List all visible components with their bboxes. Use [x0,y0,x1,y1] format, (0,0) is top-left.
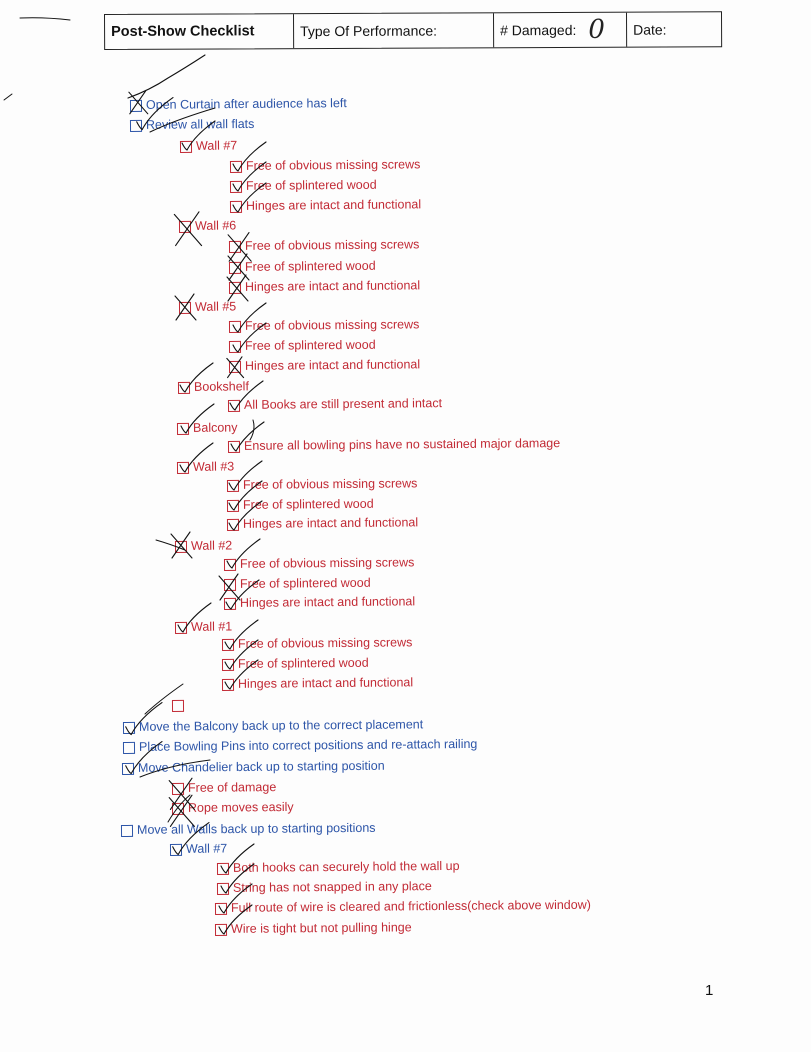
damaged-count-value: 0 [588,14,605,45]
checklist-item-label: Both hooks can securely hold the wall up [232,858,460,875]
checklist-item [228,436,560,454]
checkbox[interactable] [230,200,242,212]
checklist-item-label: Review all wall flats [145,116,255,132]
checkbox[interactable] [177,461,189,473]
checklist-item-label: Hinges are intact and functional [244,278,421,294]
pen-stroke [4,94,12,100]
checkbox[interactable] [230,160,242,172]
checklist-item [130,96,347,113]
checklist-item [123,737,477,755]
checklist-item [227,497,374,513]
checklist-item [121,821,376,838]
checkbox[interactable] [122,762,134,774]
checklist-item-label: Wall #3 [192,459,235,474]
checklist-item-label: Wire is tight but not pulling hinge [230,920,412,936]
checkbox[interactable] [228,399,240,411]
checklist-item [224,594,415,611]
checkbox[interactable] [222,658,234,670]
checklist-item-label: Free of obvious missing screws [237,635,413,651]
checkbox[interactable] [172,802,184,814]
checklist-item [215,920,412,937]
checkbox[interactable] [178,381,190,393]
pen-stroke [20,18,70,20]
checklist-item-label: Hinges are intact and functional [244,357,421,373]
checklist-item-label: Free of splintered wood [239,575,371,591]
checkbox[interactable] [230,180,242,192]
checklist-item-label: Full route of wire is cleared and frictionless(check above window) [230,897,591,915]
checklist-item [222,656,369,672]
checkbox[interactable] [215,923,227,935]
checkbox[interactable] [229,320,241,332]
checklist-item-label: Free of obvious missing screws [239,555,415,571]
checkbox[interactable] [222,638,234,650]
checklist-item [179,219,236,234]
checklist-item [172,700,188,712]
checklist-item-label: Move the Balcony back up to the correct placement [138,717,424,734]
checklist-item-label: Free of splintered wood [245,177,377,193]
checkbox[interactable] [130,99,142,111]
checkbox[interactable] [229,360,241,372]
checklist-item [122,759,385,776]
checklist-item-label: Wall #6 [194,218,237,233]
checklist-item [224,576,371,592]
checklist-item [222,675,413,692]
checklist-item [172,800,294,816]
checklist-item-label: Hinges are intact and functional [237,675,414,691]
checklist-item-label: Wall #1 [190,619,233,634]
checklist-item [179,300,236,315]
checklist-item-label: Move all Walls back up to starting positions [136,820,376,837]
date-field[interactable]: Date: [633,21,667,38]
checkbox[interactable] [123,721,135,733]
checkbox[interactable] [123,741,135,753]
checkbox[interactable] [217,882,229,894]
checkbox[interactable] [130,119,142,131]
checkbox[interactable] [215,902,227,914]
checklist-item [175,620,232,635]
checklist-item-label: Hinges are intact and functional [245,197,422,213]
checkbox[interactable] [222,678,234,690]
checkbox[interactable] [229,240,241,252]
checklist-item [180,139,237,154]
checklist-item [123,717,423,735]
checklist-item [215,898,591,916]
checkbox[interactable] [227,499,239,511]
checklist-item-label: Wall #7 [195,138,238,153]
checklist-item [230,157,420,174]
checklist-item-label: Hinges are intact and functional [239,594,416,610]
checkbox[interactable] [179,220,191,232]
pen-stroke [250,420,254,440]
checkbox[interactable] [180,140,192,152]
checkbox[interactable] [179,301,191,313]
checklist-item-label: Place Bowling Pins into correct positions and re-attach railing [138,736,478,754]
checklist-item [227,476,417,493]
checklist-item [229,317,419,334]
checklist-item-label: Open Curtain after audience has left [145,96,347,112]
checklist-item-label: Wall #7 [185,841,228,856]
checklist-item-label: Free of splintered wood [237,655,369,671]
checkbox[interactable] [175,540,187,552]
checkbox[interactable] [229,281,241,293]
checklist-item [228,396,442,413]
checkbox[interactable] [170,843,182,855]
checklist-item [229,237,419,254]
checklist-item-label: Free of obvious missing screws [244,317,420,333]
checklist-item-label: Free of splintered wood [242,496,374,512]
checkbox[interactable] [227,518,239,530]
checkbox[interactable] [228,440,240,452]
checkbox[interactable] [224,558,236,570]
checklist-item [170,842,227,857]
checklist-item [224,555,414,572]
checkbox[interactable] [177,422,189,434]
checkbox[interactable] [227,479,239,491]
checklist-item-label: Hinges are intact and functional [242,515,419,531]
checklist-item-label: Balcony [192,420,238,435]
checklist-item-label: Free of damage [187,780,277,795]
checkbox[interactable] [224,597,236,609]
checklist-item [217,859,460,876]
checklist-item [229,259,376,275]
checklist-item-label: All Books are still present and intact [243,396,443,412]
checklist-item [229,357,420,374]
checklist-item-label: Free of obvious missing screws [245,157,421,173]
checklist-item [230,197,421,214]
checkbox[interactable] [229,340,241,352]
checkbox[interactable] [224,578,236,590]
checklist-item [175,539,232,554]
checklist-item-label: Wall #2 [190,538,233,553]
checklist-item-label: String has not snapped in any place [232,879,432,895]
checklist-title: Post-Show Checklist [105,14,294,49]
pen-stroke [128,55,205,98]
checklist-item-label: Free of splintered wood [244,337,376,353]
checklist-item-label: Move Chandelier back up to starting position [137,758,385,775]
checklist-item [222,635,412,652]
checkbox[interactable] [229,261,241,273]
checklist-item [230,178,377,194]
checklist-item [130,117,255,133]
checklist-item-label: Ensure all bowling pins have no sustained major damage [243,436,561,453]
checklist-item-label: Free of obvious missing screws [242,476,418,492]
performance-type-field[interactable]: Type Of Performance: [294,13,494,48]
checklist-item-label: Free of splintered wood [244,258,376,274]
checklist-item-label: Rope moves easily [187,799,294,815]
page-number: 1 [705,982,714,999]
checklist-item [177,420,238,436]
checkbox[interactable] [217,862,229,874]
checklist-item [217,879,432,896]
checklist-item [227,515,418,532]
damaged-count-field[interactable] [494,13,627,48]
checklist-item [172,780,276,796]
checklist-item-label: Free of obvious missing screws [244,237,420,253]
checkbox[interactable] [175,621,187,633]
checkbox[interactable] [172,782,184,794]
checkbox[interactable] [121,824,133,836]
checklist-item-label: Bookshelf [193,379,249,394]
damaged-label: # Damaged: [500,21,577,39]
header-table [104,11,722,50]
checklist-item [229,278,420,295]
checklist-item [229,338,376,354]
checklist-item [177,460,234,475]
checkbox[interactable] [172,700,184,712]
checklist-item [178,379,249,395]
checklist-item-label: Wall #5 [194,299,237,314]
